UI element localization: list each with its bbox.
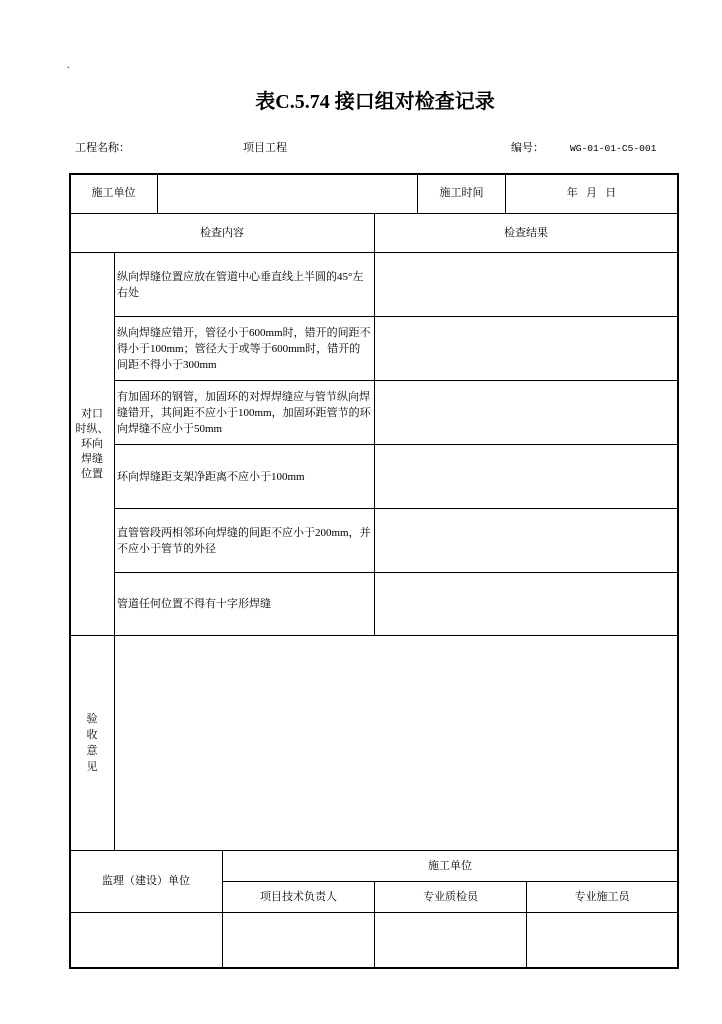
- construction-time-value-cell: [506, 174, 678, 214]
- corner-mark: .: [67, 60, 70, 71]
- group-label-line: 环向: [81, 437, 103, 450]
- supervision-unit-label: 监理（建设）单位: [102, 875, 190, 887]
- acceptance-value-cell: [115, 636, 678, 851]
- check-result-cell: [375, 253, 678, 317]
- page-title: 表C.5.74 接口组对检查记录: [255, 91, 495, 113]
- acceptance-label-cell: [70, 636, 115, 851]
- check-result-cell: [375, 509, 678, 573]
- check-item-cell: [115, 509, 375, 573]
- construction-unit-value-cell: [158, 174, 418, 214]
- acceptance-label-char: 见: [86, 761, 98, 773]
- number-value: WG-01-01-C5-001: [570, 143, 657, 154]
- supervision-signature-cell: [70, 913, 223, 968]
- check-result-cell: [375, 445, 678, 509]
- construction-time-label: 施工时间: [439, 187, 484, 199]
- group-label-line: 时纵、: [75, 422, 109, 435]
- role-label: 项目技术负责人: [260, 890, 337, 903]
- role-cell-technical-lead: [223, 882, 375, 913]
- construction-time-value: 年 月 日: [566, 187, 617, 199]
- check-item-text: 环向焊缝距支架净距离不应小于100mm: [117, 470, 305, 483]
- check-item-text: 管道任何位置不得有十字形焊缝: [117, 598, 271, 610]
- quality-inspector-signature-cell: [375, 913, 527, 968]
- group-label-line: 位置: [81, 467, 103, 480]
- number-label: 编号：: [511, 142, 544, 154]
- check-item-text: 纵向焊缝应错开，管径小于600mm时，错开的间距不得小于100mm；管径大于或等于600mm时，错开的间距不得小于300mm: [117, 326, 371, 371]
- check-result-cell: [375, 573, 678, 636]
- constructor-signature-cell: [527, 913, 678, 968]
- construction-unit-label-cell: [70, 174, 158, 214]
- check-result-cell: [375, 317, 678, 381]
- group-label-line: 对口: [81, 407, 103, 420]
- construction-unit-sign-label-cell: [223, 851, 678, 882]
- check-result-header-cell: [375, 214, 678, 253]
- check-result-header: 检查结果: [504, 226, 548, 239]
- check-content-header: 检查内容: [200, 226, 244, 239]
- acceptance-label-char: 收: [86, 729, 98, 741]
- check-item-cell: [115, 445, 375, 509]
- role-label: 专业质检员: [423, 890, 478, 903]
- project-name-value: 项目工程: [243, 142, 287, 154]
- check-item-cell: [115, 317, 375, 381]
- role-cell-constructor: [527, 882, 678, 913]
- check-item-cell: [115, 381, 375, 445]
- check-item-text: 有加固环的钢管，加固环的对焊焊缝应与管节纵向焊缝错开，其间距不应小于100mm，加固环距管节的环向焊缝不应小于50mm: [117, 390, 371, 435]
- construction-time-label-cell: [418, 174, 506, 214]
- check-result-cell: [375, 381, 678, 445]
- group-label-cell: [70, 253, 115, 636]
- check-item-cell: [115, 573, 375, 636]
- group-label-line: 焊缝: [81, 452, 103, 465]
- role-label: 专业施工员: [574, 890, 630, 903]
- acceptance-label-char: 验: [86, 713, 98, 725]
- check-item-text: 纵向焊缝位置应放在管道中心垂直线上半圆的45°左右处: [117, 270, 364, 299]
- check-item-cell: [115, 253, 375, 317]
- construction-unit-sign-label: 施工单位: [428, 859, 472, 872]
- technical-lead-signature-cell: [223, 913, 375, 968]
- check-content-header-cell: [70, 214, 375, 253]
- check-item-text: 直管管段两相邻环向焊缝的间距不应小于200mm，并不应小于管节的外径: [117, 526, 371, 555]
- acceptance-label-char: 意: [86, 745, 98, 757]
- construction-unit-label: 施工单位: [91, 187, 136, 199]
- project-name-label: 工程名称：: [75, 142, 130, 154]
- supervision-unit-label-cell: [70, 851, 223, 913]
- role-cell-quality-inspector: [375, 882, 527, 913]
